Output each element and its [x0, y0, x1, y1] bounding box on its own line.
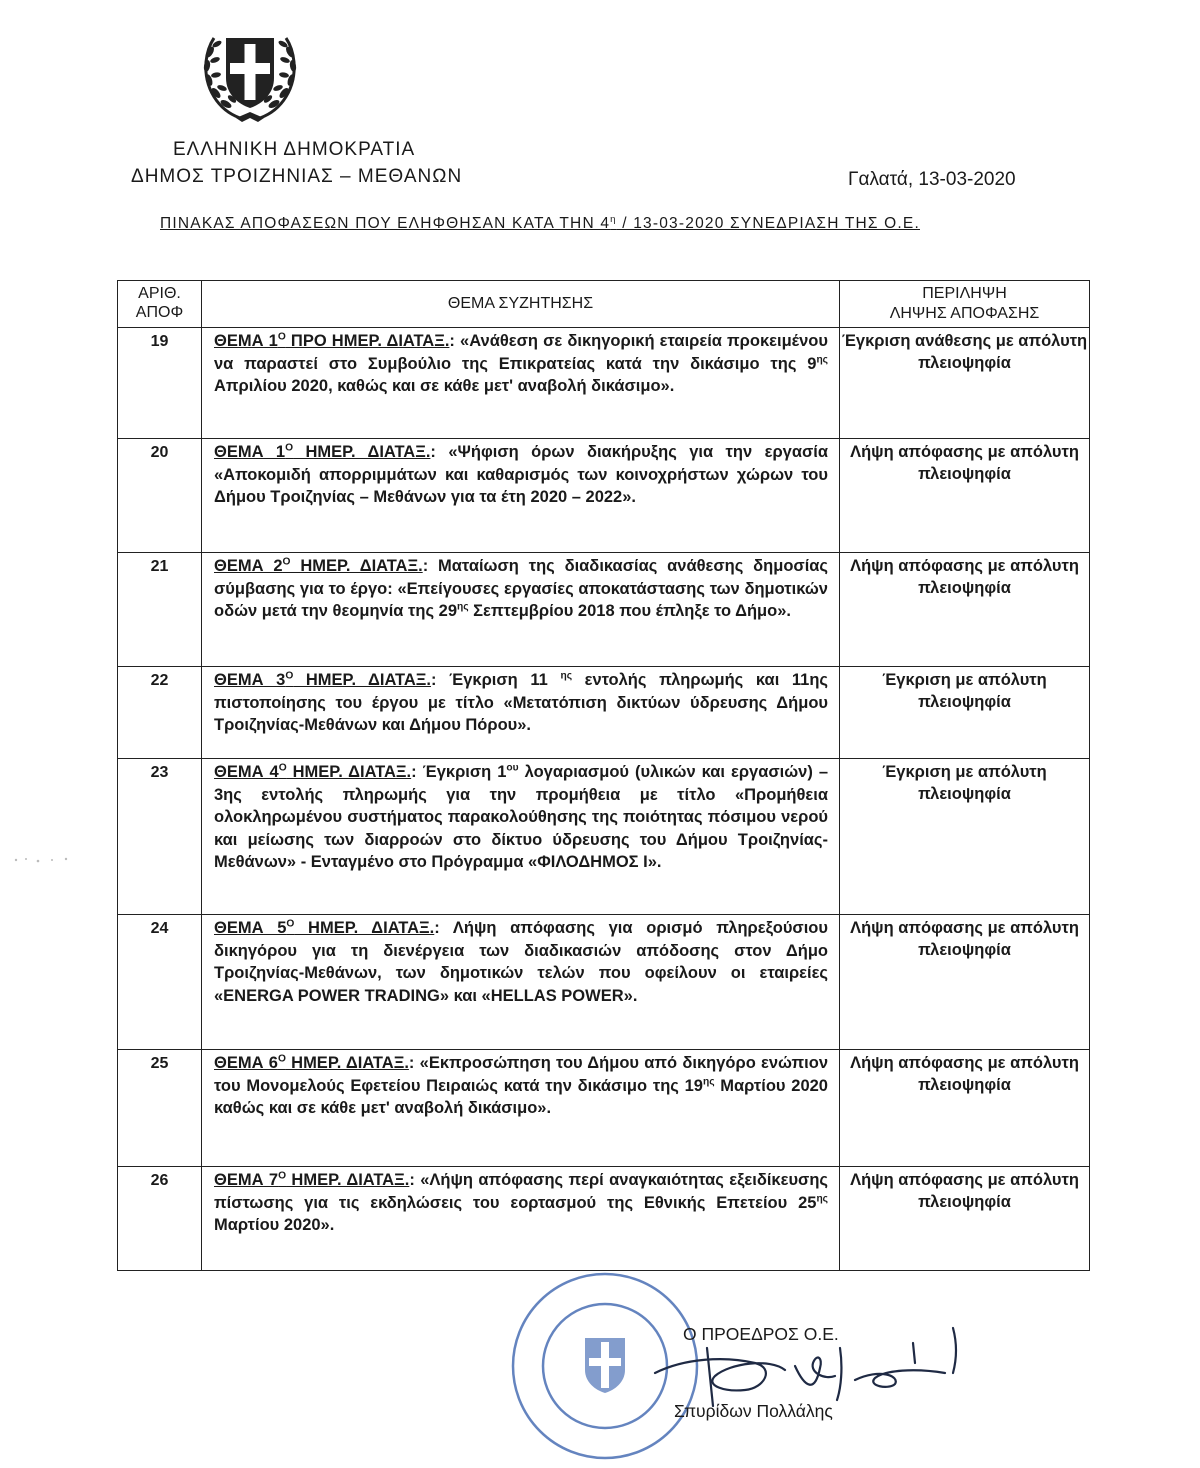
decision-summary: Έγκριση με απόλυτη πλειοψηφία: [840, 667, 1090, 759]
header-republic: ΕΛΛΗΝΙΚΗ ΔΗΜΟΚΡΑΤΙΑ: [173, 139, 416, 160]
col-header-topic: ΘΕΜΑ ΣΥΖΗΤΗΣΗΣ: [202, 281, 840, 328]
place-date: Γαλατά, 13-03-2020: [848, 169, 1016, 190]
decision-topic: ΘΕΜΑ $4^O$ ΗΜΕΡ. ΔΙΑΤΑΞ.: Έγκριση $1^{o\upsilon}$ λογαριασμού (υλικών και εργασιών) – 3ης εντολής πληρωμής για την προμήθεια με τίτλο «Προμήθεια ολοκληρωμένου συστήματος παρακολούθησης της ποιότητας πόσιμου νερού και μείωσης των διαρροών στο δίκτυο ύδρευσης του Δήμου Τροιζηνίας-Μεθάνων» - Ενταγμένο στο Πρόγραμμα «ΦΙΛΟΔΗΜΟΣ Ι».: [202, 759, 840, 915]
col-header-number: ΑΡΙΘ. ΑΠΟΦ: [118, 281, 202, 328]
topic-label: ΘΕΜΑ $5^O$ ΗΜΕΡ. ΔΙΑΤΑΞ.: [214, 918, 435, 937]
decision-topic: ΘΕΜΑ $7^O$ ΗΜΕΡ. ΔΙΑΤΑΞ.: «Λήψη απόφασης περί αναγκαιότητας εξειδίκευσης πίστωσης για τις εκδηλώσεις του εορτασμού της Εθνικής Επετείου $25^{\eta\varsigma}$ Μαρτίου 2020».: [202, 1167, 840, 1271]
decision-summary: Λήψη απόφασης με απόλυτη πλειοψηφία: [840, 1050, 1090, 1167]
table-row: [118, 759, 1090, 915]
decision-topic: ΘΕΜΑ $3^O$ ΗΜΕΡ. ΔΙΑΤΑΞ.: Έγκριση 11 $^{\eta\varsigma}$ εντολής πληρωμής και 11ης πιστοποίησης του έργου με τίτλο «Μετατόπιση δικτύων ύδρευσης Δήμου Τροιζηνίας-Μεθάνων και Δήμου Πόρου».: [202, 667, 840, 759]
topic-label: ΘΕΜΑ $1^O$ ΗΜΕΡ. ΔΙΑΤΑΞ.: [214, 442, 431, 461]
table-row: [118, 915, 1090, 1050]
header-municipality: ΔΗΜΟΣ ΤΡΟΙΖΗΝΙΑΣ – ΜΕΘΑΝΩΝ: [131, 166, 463, 187]
col-header-summary: ΠΕΡΙΛΗΨΗ ΛΗΨΗΣ ΑΠΟΦΑΣΗΣ: [840, 281, 1090, 328]
table-header-row: [118, 281, 1090, 328]
decision-number: 19: [118, 328, 202, 439]
document-title: ΠΙΝΑΚΑΣ ΑΠΟΦΑΣΕΩΝ ΠΟΥ ΕΛΗΦΘΗΣΑΝ ΚΑΤΑ ΤΗΝ $4^\eta / 13-03-2020$ ΣΥΝΕΔΡΙΑΣΗ ΤΗΣ Ο.Ε.: [160, 213, 920, 232]
decision-number: 25: [118, 1050, 202, 1167]
decision-topic: ΘΕΜΑ $5^O$ ΗΜΕΡ. ΔΙΑΤΑΞ.: Λήψη απόφασης για ορισμό πληρεξούσιου δικηγόρου για τη διενέργεια των διαδικασιών απόδοσης στον Δήμο Τροιζηνίας-Μεθάνων, των δημοτικών τελών που οφείλουν οι εταιρείες «ENERGA POWER TRADING» και «HELLAS POWER».: [202, 915, 840, 1050]
decision-topic: ΘΕΜΑ $1^O$ ΗΜΕΡ. ΔΙΑΤΑΞ.: «Ψήφιση όρων διακήρυξης για την εργασία «Αποκομιδή απορριμμάτων και καθαρισμός των κοινοχρήστων χώρων του Δήμου Τροιζηνίας – Μεθάνων για τα έτη 2020 – 2022».: [202, 439, 840, 553]
table-row: [118, 667, 1090, 759]
table-row: [118, 1167, 1090, 1271]
decisions-table: [117, 280, 1090, 1271]
decision-summary: Λήψη απόφασης με απόλυτη πλειοψηφία: [840, 1167, 1090, 1271]
decision-summary: Λήψη απόφασης με απόλυτη πλειοψηφία: [840, 439, 1090, 553]
decision-topic: ΘΕΜΑ $1^O$ ΠΡΟ ΗΜΕΡ. ΔΙΑΤΑΞ.: «Ανάθεση σε δικηγορική εταιρεία προκειμένου να παραστεί στο Συμβούλιο της Επικρατείας κατά την δικάσιμο της $9^{\eta\varsigma}$ Απριλίου 2020, καθώς και σε κάθε μετ' αναβολή δικάσιμο».: [202, 328, 840, 439]
table-row: [118, 439, 1090, 553]
decision-summary: Λήψη απόφασης με απόλυτη πλειοψηφία: [840, 553, 1090, 667]
topic-label: ΘΕΜΑ $6^O$ ΗΜΕΡ. ΔΙΑΤΑΞ.: [214, 1053, 409, 1072]
table-row: [118, 1050, 1090, 1167]
signatory-title: Ο ΠΡΟΕΔΡΟΣ Ο.Ε.: [683, 1324, 839, 1344]
decision-summary: Λήψη απόφασης με απόλυτη πλειοψηφία: [840, 915, 1090, 1050]
topic-label: ΘΕΜΑ $7^O$ ΗΜΕΡ. ΔΙΑΤΑΞ.: [214, 1170, 410, 1189]
topic-label: ΘΕΜΑ $2^O$ ΗΜΕΡ. ΔΙΑΤΑΞ.: [214, 556, 423, 575]
table-row: [118, 553, 1090, 667]
decision-topic: ΘΕΜΑ $2^O$ ΗΜΕΡ. ΔΙΑΤΑΞ.: Ματαίωση της διαδικασίας ανάθεσης δημοσίας σύμβασης για το έργο: «Επείγουσες εργασίες αποκατάστασης των δημοτικών οδών μετά την θεομηνία της $29^{\eta\varsigma}$ Σεπτεμβρίου 2018 που έπληξε το Δήμο».: [202, 553, 840, 667]
signatory-name: Σπυρίδων Πολλάλης: [674, 1401, 833, 1421]
decision-summary: Έγκριση με απόλυτη πλειοψηφία: [840, 759, 1090, 915]
decision-topic: ΘΕΜΑ $6^O$ ΗΜΕΡ. ΔΙΑΤΑΞ.: «Εκπροσώπηση του Δήμου από δικηγόρο ενώπιον του Μονομελούς Εφετείου Πειραιώς κατά την δικάσιμο της $19^{\eta\varsigma}$ Μαρτίου 2020 καθώς και σε κάθε μετ' αναβολή δικάσιμο».: [202, 1050, 840, 1167]
topic-label: ΘΕΜΑ $4^O$ ΗΜΕΡ. ΔΙΑΤΑΞ.: [214, 762, 412, 781]
decision-number: 21: [118, 553, 202, 667]
topic-label: ΘΕΜΑ $1^O$ ΠΡΟ ΗΜΕΡ. ΔΙΑΤΑΞ.: [214, 331, 450, 350]
decision-summary: Έγκριση ανάθεσης με απόλυτη πλειοψηφία: [840, 328, 1090, 439]
table-row: [118, 328, 1090, 439]
decision-number: 22: [118, 667, 202, 759]
decision-number: 24: [118, 915, 202, 1050]
decision-number: 20: [118, 439, 202, 553]
decision-number: 26: [118, 1167, 202, 1271]
coat-of-arms-emblem: [196, 22, 304, 126]
topic-label: ΘΕΜΑ $3^O$ ΗΜΕΡ. ΔΙΑΤΑΞ.: [214, 670, 432, 689]
decision-number: 23: [118, 759, 202, 915]
scan-noise: [8, 850, 78, 870]
